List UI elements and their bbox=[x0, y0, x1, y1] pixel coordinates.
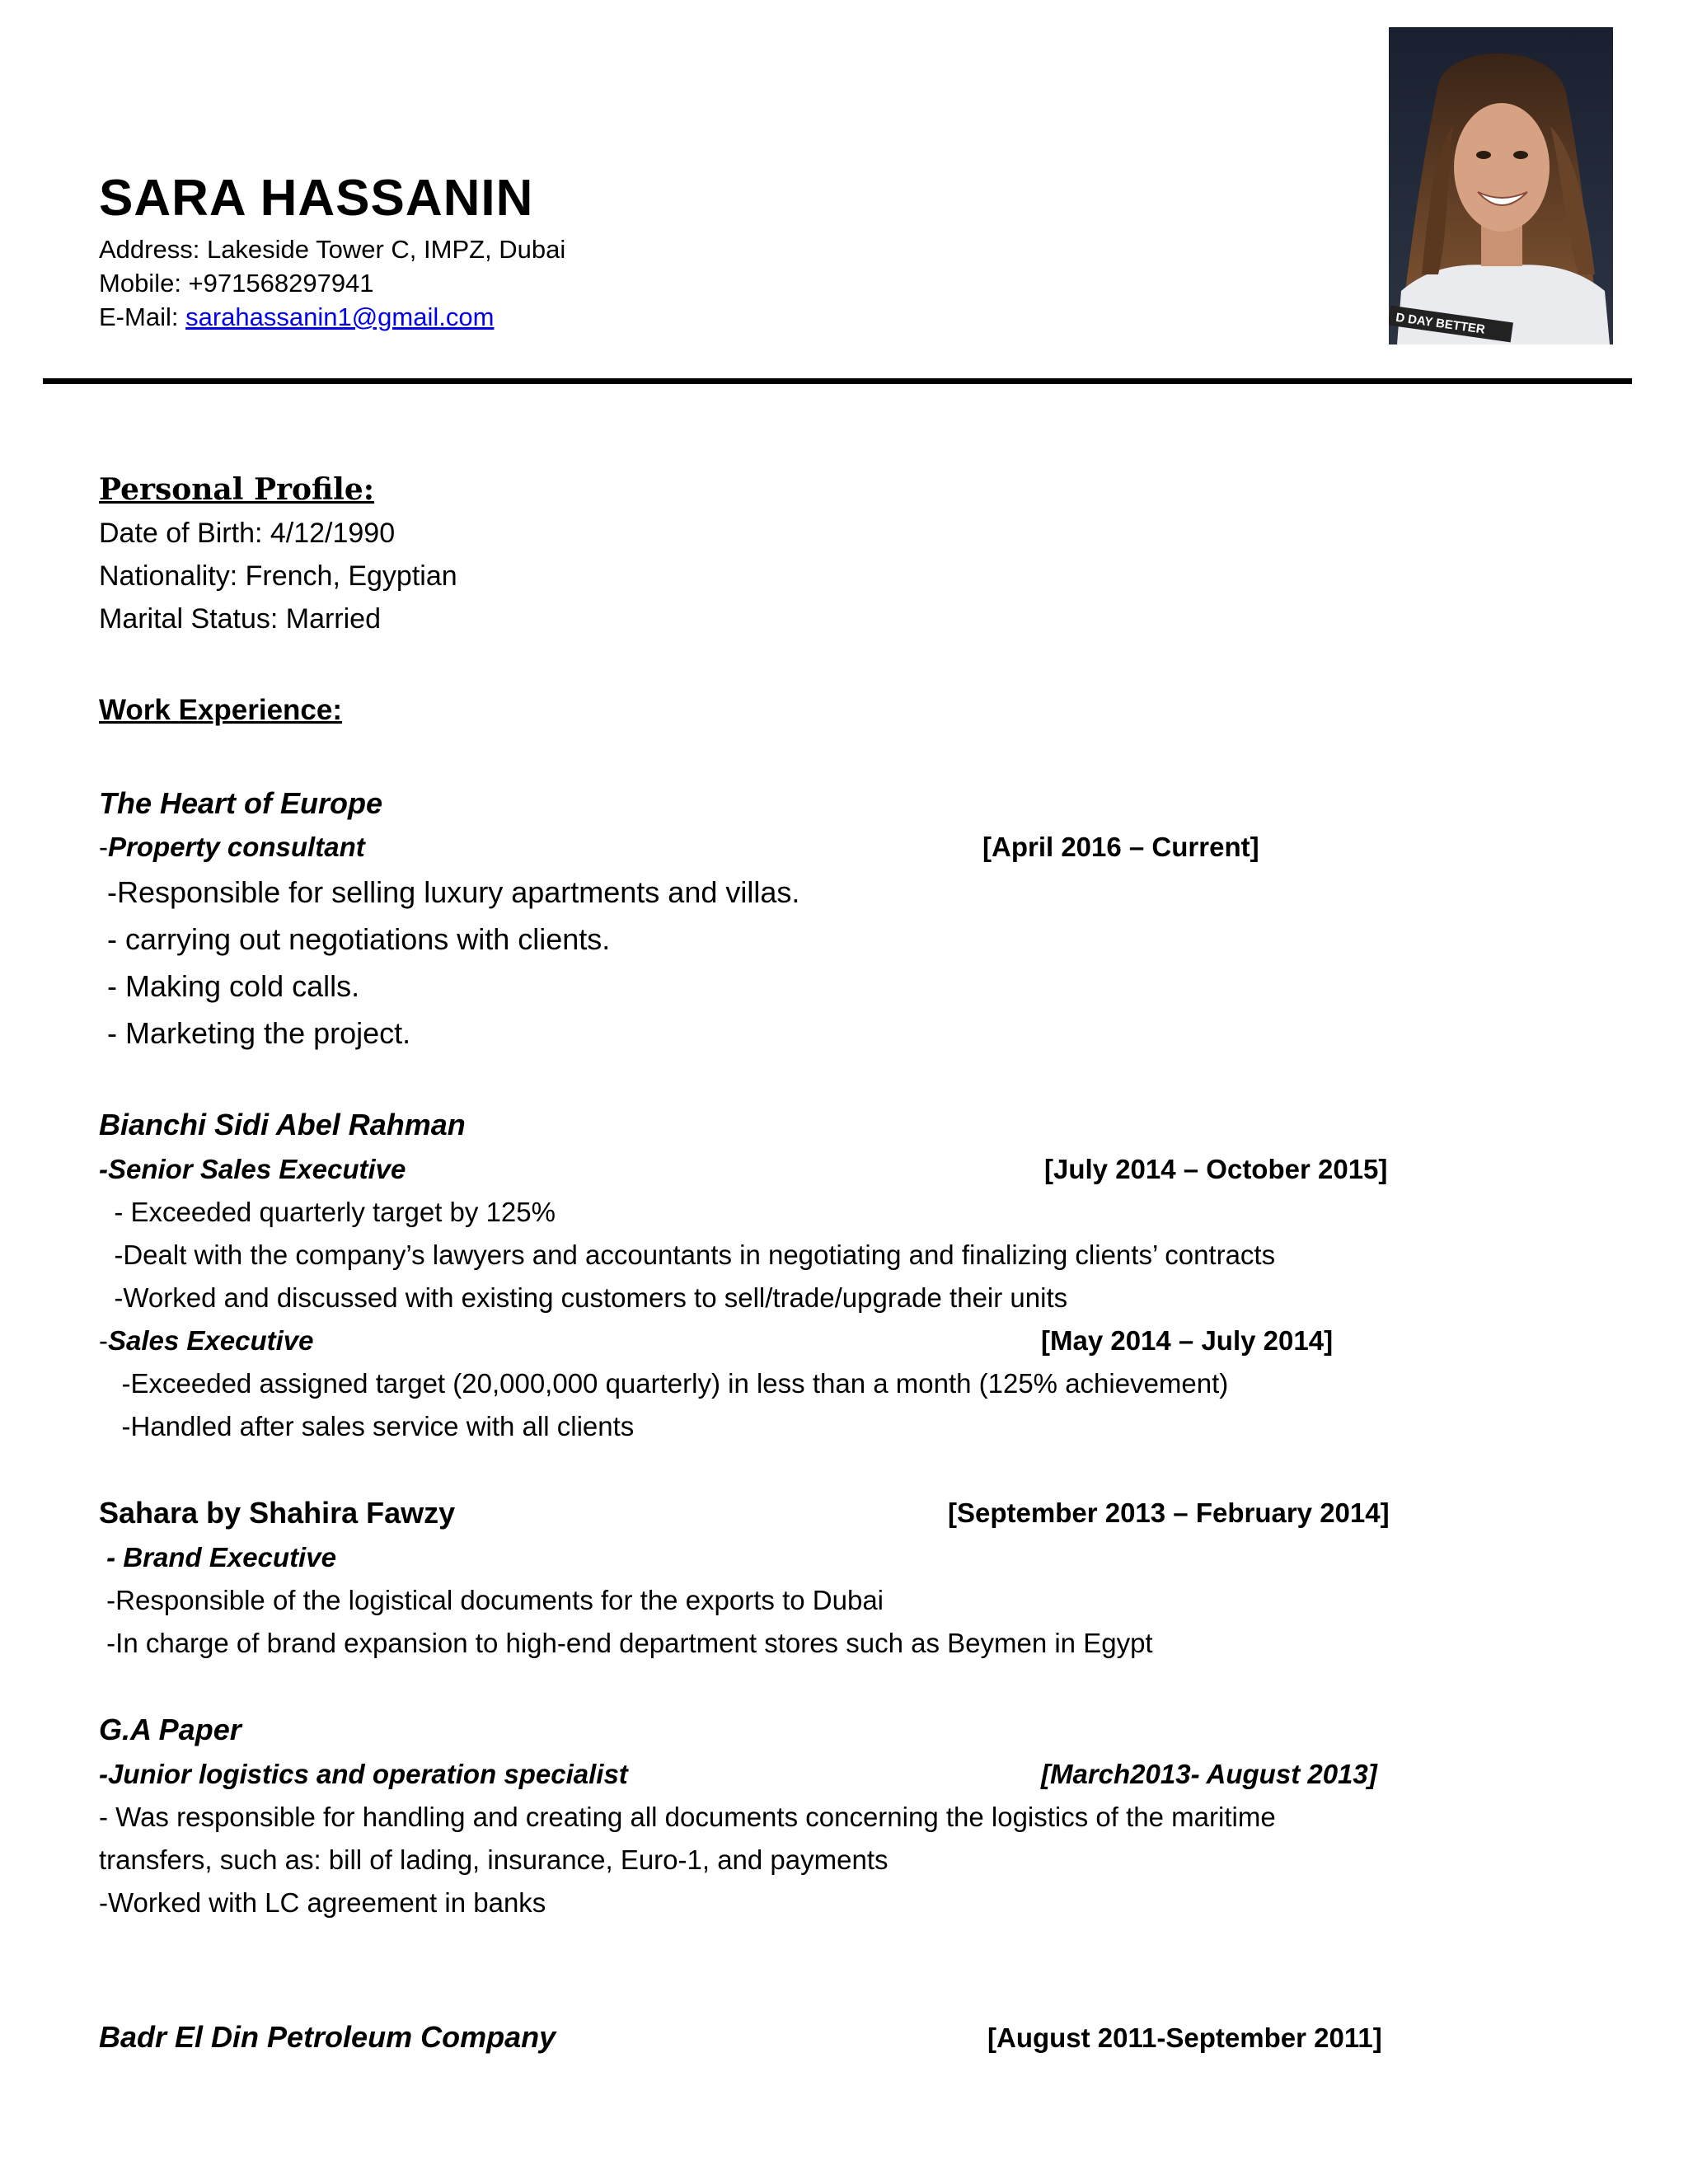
company-name: Sahara by Shahira Fawzy bbox=[99, 1496, 456, 1530]
shirt-text: D DAY BETTER bbox=[1395, 310, 1486, 337]
company-name: Bianchi Sidi Abel Rahman bbox=[99, 1108, 466, 1141]
role-prefix: - bbox=[99, 1325, 108, 1356]
company-name: Badr El Din Petroleum Company bbox=[99, 2020, 556, 2054]
bullet: -Worked with LC agreement in banks bbox=[99, 1887, 546, 1918]
email-label: E-Mail: bbox=[99, 302, 186, 331]
mobile-line: Mobile: +971568297941 bbox=[99, 269, 374, 298]
company-name: G.A Paper bbox=[99, 1713, 241, 1746]
role-title: -Junior logistics and operation specialist bbox=[99, 1759, 628, 1789]
bullet: - Marketing the project. bbox=[99, 1016, 411, 1050]
bullet: -In charge of brand expansion to high-end department stores such as Beymen in Egypt bbox=[99, 1628, 1153, 1658]
nationality-line: Nationality: French, Egyptian bbox=[99, 560, 457, 592]
profile-photo bbox=[1389, 27, 1613, 344]
role-dates: [March2013- August 2013] bbox=[1041, 1759, 1377, 1789]
bullet: -Dealt with the company’s lawyers and accountants in negotiating and finalizing clients’ contracts bbox=[99, 1240, 1276, 1270]
bullet: -Exceeded assigned target (20,000,000 quarterly) in less than a month (125% achievement) bbox=[99, 1368, 1229, 1399]
bullet: - Was responsible for handling and creating all documents concerning the logistics of the maritime bbox=[99, 1802, 1276, 1832]
dob-line: Date of Birth: 4/12/1990 bbox=[99, 518, 396, 549]
bullet: -Worked and discussed with existing customers to sell/trade/upgrade their units bbox=[99, 1282, 1068, 1313]
email-link[interactable]: sarahassanin1@gmail.com bbox=[185, 302, 495, 331]
company-dates: [September 2013 – February 2014] bbox=[948, 1497, 1390, 1528]
candidate-name: SARA HASSANIN bbox=[99, 170, 534, 227]
role-dates: [April 2016 – Current] bbox=[982, 832, 1259, 862]
bullet: - Exceeded quarterly target by 125% bbox=[99, 1197, 556, 1227]
company-name: The Heart of Europe bbox=[99, 786, 383, 820]
bullet: -Responsible for selling luxury apartments and villas. bbox=[99, 875, 800, 909]
role-dates: [July 2014 – October 2015] bbox=[1044, 1154, 1388, 1184]
role-title bbox=[99, 832, 365, 863]
role-title: -Senior Sales Executive bbox=[99, 1154, 406, 1184]
bullet: transfers, such as: bill of lading, insurance, Euro-1, and payments bbox=[99, 1844, 889, 1875]
personal-profile-heading: Personal Profile: bbox=[99, 472, 375, 507]
email-line bbox=[99, 302, 494, 332]
bullet: -Handled after sales service with all clients bbox=[99, 1411, 635, 1441]
bullet: -Responsible of the logistical documents for the exports to Dubai bbox=[99, 1585, 884, 1615]
header-divider bbox=[43, 378, 1632, 384]
role-prefix: - bbox=[99, 832, 108, 862]
role-title-text: Property consultant bbox=[108, 832, 365, 862]
role-dates: [May 2014 – July 2014] bbox=[1041, 1325, 1334, 1356]
role-title-text: Sales Executive bbox=[108, 1325, 314, 1356]
bullet: - Making cold calls. bbox=[99, 969, 360, 1003]
address-line: Address: Lakeside Tower C, IMPZ, Dubai bbox=[99, 235, 566, 264]
company-dates: [August 2011-September 2011] bbox=[987, 2022, 1382, 2053]
work-experience-heading: Work Experience: bbox=[99, 694, 343, 726]
role-title bbox=[99, 1325, 314, 1357]
marital-line: Marital Status: Married bbox=[99, 603, 381, 635]
role-title: - Brand Executive bbox=[99, 1542, 336, 1572]
bullet: - carrying out negotiations with clients. bbox=[99, 922, 611, 956]
